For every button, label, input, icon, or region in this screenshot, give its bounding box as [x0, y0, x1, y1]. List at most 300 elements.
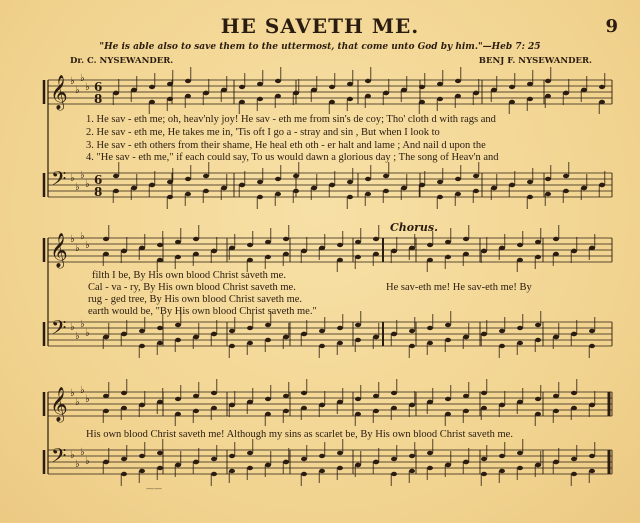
lyric-verse-4: 4. "He sav - eth me," if each could say, To us would dawn a glorious day ; The song of Heav'n and	[86, 152, 499, 163]
system-2-bass-note	[589, 344, 595, 348]
system-3-bass-key: ♭	[70, 450, 75, 461]
system-3-treble-note	[319, 403, 325, 407]
system-2-bass-note	[175, 338, 181, 342]
system-3-treble-key: ♭	[75, 397, 80, 408]
system-3-treble-note	[589, 403, 595, 407]
system-3-bass-note	[517, 451, 523, 455]
lyric-verse-4-end: earth would be, "By His own blood Christ saveth me."	[88, 306, 317, 317]
system-3-treble-note	[283, 394, 289, 398]
system-3-treble-note	[553, 394, 559, 398]
system-3-treble-note	[265, 397, 271, 401]
system-2-bass-key: ♭	[70, 322, 75, 333]
system-3-bass-note	[463, 460, 469, 464]
system-3-treble-note	[427, 400, 433, 404]
system-3-bass-note	[427, 466, 433, 470]
system-1-bass-note	[203, 189, 209, 193]
system-3-treble-note	[535, 397, 541, 401]
system-1-bass-note	[383, 174, 389, 178]
system-1-treble-key: ♭	[75, 85, 80, 96]
system-2-treble-note	[103, 252, 109, 256]
system-1-treble-note	[581, 88, 587, 92]
system-2-bass-note	[265, 323, 271, 327]
system-2-bass-note	[139, 344, 145, 348]
system-1-bass-note	[185, 177, 191, 181]
system-2-treble-clef: 𝄞	[50, 233, 68, 268]
system-3-bass-note	[481, 472, 487, 476]
system-1-treble-note	[185, 79, 191, 83]
system-2-bass-clef: 𝄢	[51, 316, 67, 344]
system-1-treble-time-top: 6	[94, 80, 103, 94]
system-1-bass-note	[347, 195, 353, 199]
system-3-bass-clef: 𝄢	[51, 444, 67, 472]
lyric-verse-3-end: rug - ged tree, By His own blood Christ saveth me.	[88, 294, 303, 305]
system-2-treble-key: ♭	[70, 234, 75, 245]
system-1-treble-clef: 𝄞	[50, 75, 68, 110]
system-1-bass-note	[257, 195, 263, 199]
system-2-bass-note	[427, 326, 433, 330]
system-3-bass-note	[337, 451, 343, 455]
system-3-bass-note	[589, 454, 595, 458]
system-3-bass-note	[481, 457, 487, 461]
system-2-bass-key: ♭	[80, 319, 85, 330]
system-1-treble-note	[365, 94, 371, 98]
system-2-bass-note	[157, 326, 163, 330]
system-3-treble-note	[571, 391, 577, 395]
words-author-credit: BENJ F. NYSEWANDER.	[478, 56, 592, 66]
system-3-bass-note	[535, 463, 541, 467]
system-3-bass-note	[337, 466, 343, 470]
system-3-treble-note	[103, 409, 109, 413]
system-3-treble-note	[391, 391, 397, 395]
system-1-treble-note	[221, 88, 227, 92]
system-2-bass-note	[337, 326, 343, 330]
system-1-treble-note	[509, 100, 515, 104]
system-2-treble-note	[229, 246, 235, 250]
system-2-bass-note	[535, 338, 541, 342]
system-1-treble-note	[545, 79, 551, 83]
system-1-bass-note	[347, 180, 353, 184]
system-1-bass-note	[527, 180, 533, 184]
system-3-treble-note	[463, 409, 469, 413]
system-2-treble-note	[157, 258, 163, 262]
system-1-bass-time-bottom: 8	[94, 185, 103, 199]
system-2-treble-note	[373, 237, 379, 241]
system-3-bass-note	[373, 460, 379, 464]
system-1-treble-note	[527, 97, 533, 101]
system-2-treble-note	[193, 252, 199, 256]
system-1-treble-note	[239, 100, 245, 104]
system-2-bass-note	[499, 329, 505, 333]
system-3-bass-note	[139, 454, 145, 458]
system-2-treble-note	[535, 240, 541, 244]
system-3-bass-key: ♭	[75, 459, 80, 470]
system-2-bass-note	[283, 335, 289, 339]
system-3-treble-note	[175, 397, 181, 401]
system-3-treble-note	[103, 394, 109, 398]
system-1-treble-note	[329, 100, 335, 104]
system-1-treble-time-bottom: 8	[94, 92, 103, 106]
system-3-bass-note	[229, 469, 235, 473]
system-1-bass-key: ♭	[75, 182, 80, 193]
system-1-bass-note	[545, 192, 551, 196]
system-1-bass-note	[473, 189, 479, 193]
system-3-treble-note	[391, 406, 397, 410]
system-2-treble-note	[517, 258, 523, 262]
system-3-bass-note	[283, 460, 289, 464]
system-2-treble-note	[445, 255, 451, 259]
system-1-bass-note	[599, 183, 605, 187]
system-2-treble-note	[427, 243, 433, 247]
system-3-treble-note	[553, 409, 559, 413]
system-2-treble-key: ♭	[80, 231, 85, 242]
system-1-bass-note	[185, 192, 191, 196]
system-1-treble-note	[185, 94, 191, 98]
system-1-bass-note	[329, 183, 335, 187]
system-1-bass-note	[149, 183, 155, 187]
system-2-bass-note	[571, 332, 577, 336]
system-3-treble-key: ♭	[80, 385, 85, 396]
system-3-treble-note	[211, 391, 217, 395]
system-2-treble-note	[391, 249, 397, 253]
system-2-bass-note	[553, 335, 559, 339]
system-3-treble-note	[121, 406, 127, 410]
system-1-treble-note	[257, 97, 263, 101]
system-3-treble-note	[499, 403, 505, 407]
system-3-bass-note	[409, 469, 415, 473]
system-2-bass-note	[355, 323, 361, 327]
system-3-bass-note	[553, 460, 559, 464]
system-1-bass-note	[113, 189, 119, 193]
system-3-bass-note	[193, 460, 199, 464]
system-2-bass-note	[463, 335, 469, 339]
system-1-treble-note	[509, 85, 515, 89]
system-1-bass-note	[473, 174, 479, 178]
system-2-treble-note	[463, 252, 469, 256]
system-3-bass-note	[517, 466, 523, 470]
system-1-bass-note	[545, 177, 551, 181]
system-2-bass-note	[445, 323, 451, 327]
system-2-treble-note	[337, 258, 343, 262]
system-3-treble-note	[211, 406, 217, 410]
system-1-treble-note	[365, 79, 371, 83]
page-title: HE SAVETH ME.	[220, 14, 420, 38]
system-2-treble-note	[355, 240, 361, 244]
lyric-verse-3: 3. He sav - eth others from their shame, He heal eth oth - er halt and lame ; And nail d upon the	[86, 140, 486, 151]
system-3-treble-key: ♭	[70, 388, 75, 399]
system-2-treble-note	[463, 237, 469, 241]
system-2-bass-note	[139, 329, 145, 333]
system-3-treble-note	[247, 400, 253, 404]
system-3-treble-note	[301, 391, 307, 395]
system-1-treble-key: ♭	[85, 82, 90, 93]
system-2-treble-note	[247, 243, 253, 247]
system-1-treble-key: ♭	[80, 73, 85, 84]
system-3-bass-note	[391, 457, 397, 461]
system-3-bass-note	[157, 451, 163, 455]
system-2-treble-note	[265, 240, 271, 244]
system-1-treble-note	[401, 88, 407, 92]
system-2-bass-note	[391, 332, 397, 336]
system-2-treble-note	[139, 246, 145, 250]
system-3-treble-note	[283, 409, 289, 413]
system-3-bass-note	[319, 454, 325, 458]
system-3-bass-note	[499, 454, 505, 458]
system-2-treble-note	[427, 258, 433, 262]
system-3-treble-note	[175, 412, 181, 416]
system-3-bass-note	[247, 451, 253, 455]
system-2-treble-note	[373, 252, 379, 256]
system-2-bass-note	[175, 323, 181, 327]
system-3-bass-note	[121, 472, 127, 476]
system-1-treble-note	[437, 97, 443, 101]
system-1-treble-note	[437, 82, 443, 86]
system-3-treble-key: ♭	[85, 394, 90, 405]
system-2-bass-key: ♭	[75, 331, 80, 342]
system-2-bass-note	[517, 341, 523, 345]
system-2-treble-note	[283, 237, 289, 241]
system-1-bass-note	[365, 177, 371, 181]
system-3-bass-note	[571, 472, 577, 476]
system-2-bass-note	[229, 344, 235, 348]
system-1-treble-note	[347, 82, 353, 86]
system-3-bass-note	[103, 460, 109, 464]
system-1-bass-note	[509, 183, 515, 187]
music-composer-credit: Dr. C. NYSEWANDER.	[70, 56, 174, 66]
system-1-bass-note	[437, 180, 443, 184]
system-1-treble-note	[527, 82, 533, 86]
system-1-treble-note	[275, 79, 281, 83]
system-2-treble-note	[157, 243, 163, 247]
system-3-bass-note	[589, 469, 595, 473]
system-1-bass-note	[131, 186, 137, 190]
system-3-treble-note	[373, 394, 379, 398]
system-1-treble-note	[203, 91, 209, 95]
system-2-treble-note	[409, 246, 415, 250]
system-2-bass-note	[427, 341, 433, 345]
system-3-treble-note	[139, 403, 145, 407]
system-2-bass-note	[229, 329, 235, 333]
system-2-treble-note	[283, 252, 289, 256]
system-2-treble-note	[301, 249, 307, 253]
system-2-bass-note	[499, 344, 505, 348]
system-1-bass-key: ♭	[80, 170, 85, 181]
system-1-bass-note	[491, 186, 497, 190]
system-3-treble-note	[445, 412, 451, 416]
system-3-bass-note	[301, 472, 307, 476]
system-1-bass-note	[563, 174, 569, 178]
system-2-treble-note	[247, 258, 253, 262]
system-2-bass-note	[535, 323, 541, 327]
system-1-treble-note	[113, 91, 119, 95]
system-2-treble-note	[121, 249, 127, 253]
system-1-treble-key: ♭	[70, 76, 75, 87]
system-1-bass-note	[581, 186, 587, 190]
system-1-bass-time-top: 6	[94, 173, 103, 187]
system-2-treble-note	[553, 237, 559, 241]
system-1-bass-note	[275, 192, 281, 196]
system-2-treble-note	[553, 252, 559, 256]
system-2-bass-note	[355, 338, 361, 342]
system-2-treble-note	[175, 255, 181, 259]
system-1-bass-key: ♭	[85, 179, 90, 190]
system-3-treble-note	[445, 397, 451, 401]
system-2-treble-note	[517, 243, 523, 247]
system-2-treble-note	[571, 249, 577, 253]
system-3-bass-note	[139, 469, 145, 473]
system-1-treble-note	[149, 100, 155, 104]
system-1-bass-note	[275, 177, 281, 181]
system-3-treble-note	[463, 394, 469, 398]
system-1-bass-note	[365, 192, 371, 196]
system-1-bass-note	[257, 180, 263, 184]
lyric-verse-1-end: filth I be, By His own blood Christ saveth me.	[92, 270, 286, 281]
system-3-treble-clef: 𝄞	[50, 387, 68, 422]
system-1-bass-note	[455, 177, 461, 181]
system-1-treble-note	[329, 85, 335, 89]
system-3-treble-note	[517, 400, 523, 404]
system-3-treble-note	[481, 406, 487, 410]
system-1-treble-note	[599, 100, 605, 104]
system-1-treble-note	[239, 85, 245, 89]
system-3-treble-note	[373, 409, 379, 413]
lyric-verse-2-end: Cal - va - ry, By His own blood Christ saveth me.	[88, 282, 296, 293]
system-2-bass-key: ♭	[85, 328, 90, 339]
system-3-treble-note	[409, 403, 415, 407]
system-1-bass-note	[239, 183, 245, 187]
system-1-bass-note	[383, 189, 389, 193]
system-2-bass-note	[319, 329, 325, 333]
system-1-treble-note	[347, 97, 353, 101]
system-1-bass-note	[455, 192, 461, 196]
system-3-bass-key: ♭	[85, 456, 90, 467]
system-1-treble-note	[311, 88, 317, 92]
system-1-bass-note	[203, 174, 209, 178]
system-3-bass-note	[409, 454, 415, 458]
system-2-treble-note	[337, 243, 343, 247]
system-1-treble-note	[455, 79, 461, 83]
system-2-bass-note	[445, 338, 451, 342]
system-2-treble-note	[445, 240, 451, 244]
system-3-bass-note	[211, 457, 217, 461]
system-1-treble-note	[455, 94, 461, 98]
system-2-treble-note	[499, 246, 505, 250]
system-1-bass-note	[437, 195, 443, 199]
system-1-bass-note	[563, 189, 569, 193]
system-2-treble-key: ♭	[85, 240, 90, 251]
system-2-treble-note	[589, 246, 595, 250]
system-3-treble-note	[301, 406, 307, 410]
system-2-treble-note	[193, 237, 199, 241]
system-3-treble-note	[355, 412, 361, 416]
system-3-treble-note	[355, 397, 361, 401]
system-2-bass-note	[193, 335, 199, 339]
system-3-treble-note	[193, 394, 199, 398]
system-2-treble-note	[535, 255, 541, 259]
scripture-quote: "He is able also to save them to the uttermost, that come unto God by him."—Heb 7: 25	[99, 42, 541, 52]
system-2-bass-note	[589, 329, 595, 333]
system-2-bass-note	[409, 344, 415, 348]
system-1-treble-note	[257, 82, 263, 86]
printer-mark: ——	[146, 484, 162, 493]
system-2-bass-note	[157, 341, 163, 345]
system-3-bass-note	[445, 463, 451, 467]
system-2-bass-note	[211, 332, 217, 336]
system-2-bass-note	[319, 344, 325, 348]
system-2-bass-note	[337, 341, 343, 345]
system-2-treble-key: ♭	[75, 243, 80, 254]
system-2-bass-note	[121, 332, 127, 336]
system-3-bass-key: ♭	[80, 447, 85, 458]
system-1-bass-note	[527, 195, 533, 199]
system-1-treble-note	[131, 88, 137, 92]
system-2-treble-note	[355, 255, 361, 259]
system-2-bass-note	[301, 332, 307, 336]
system-3-bass-note	[211, 472, 217, 476]
system-3-bass-note	[265, 463, 271, 467]
system-1-treble-note	[599, 85, 605, 89]
system-3-bass-note	[499, 469, 505, 473]
system-3-bass-note	[301, 457, 307, 461]
chorus-lyric: He sav-eth me! He sav-eth me! By	[386, 282, 532, 293]
system-3-treble-note	[535, 412, 541, 416]
system-3-bass-note	[175, 463, 181, 467]
system-1-bass-note	[113, 174, 119, 178]
system-1-treble-note	[491, 88, 497, 92]
system-2-bass-note	[481, 332, 487, 336]
system-3-treble-note	[193, 409, 199, 413]
system-1-bass-clef: 𝄢	[51, 167, 67, 195]
system-2-bass-note	[103, 335, 109, 339]
system-1-treble-note	[149, 85, 155, 89]
system-3-treble-note	[481, 391, 487, 395]
system-1-treble-note	[275, 94, 281, 98]
system-2-treble-note	[211, 249, 217, 253]
system-3-treble-note	[157, 400, 163, 404]
lyric-verse-1: 1. He sav - eth me; oh, heav'nly joy! He sav - eth me from sin's de coy; Tho' cloth d with rags and	[86, 114, 496, 125]
system-2-bass-note	[247, 326, 253, 330]
system-3-bass-note	[247, 466, 253, 470]
page-number: 9	[605, 16, 618, 37]
system-1-bass-note	[311, 186, 317, 190]
system-3-bass-note	[571, 457, 577, 461]
system-3-bass-note	[229, 454, 235, 458]
system-3-bass-note	[319, 469, 325, 473]
system-3-treble-note	[121, 391, 127, 395]
chorus-label: Chorus.	[390, 221, 438, 234]
lyric-chorus-line: His own blood Christ saveth me! Although my sins as scarlet be, By His own blood Christ saveth me.	[86, 429, 513, 440]
system-2-treble-note	[265, 255, 271, 259]
system-2-bass-note	[265, 338, 271, 342]
system-1-bass-key: ♭	[70, 173, 75, 184]
system-3-bass-note	[427, 451, 433, 455]
system-2-treble-note	[481, 249, 487, 253]
system-3-treble-note	[337, 400, 343, 404]
system-1-treble-note	[563, 91, 569, 95]
system-2-treble-note	[319, 246, 325, 250]
system-1-bass-note	[221, 186, 227, 190]
system-1-treble-note	[473, 91, 479, 95]
system-1-bass-note	[401, 186, 407, 190]
system-3-treble-note	[229, 403, 235, 407]
system-3-bass-note	[355, 463, 361, 467]
lyric-verse-2: 2. He sav - eth me, He takes me in, 'Tis oft I go a - stray and sin , But when I look to	[86, 127, 440, 138]
system-3-bass-note	[121, 457, 127, 461]
system-3-bass-note	[157, 466, 163, 470]
system-1-treble-note	[383, 91, 389, 95]
system-2-treble-note	[175, 240, 181, 244]
system-3-treble-note	[265, 412, 271, 416]
system-2-bass-note	[373, 335, 379, 339]
